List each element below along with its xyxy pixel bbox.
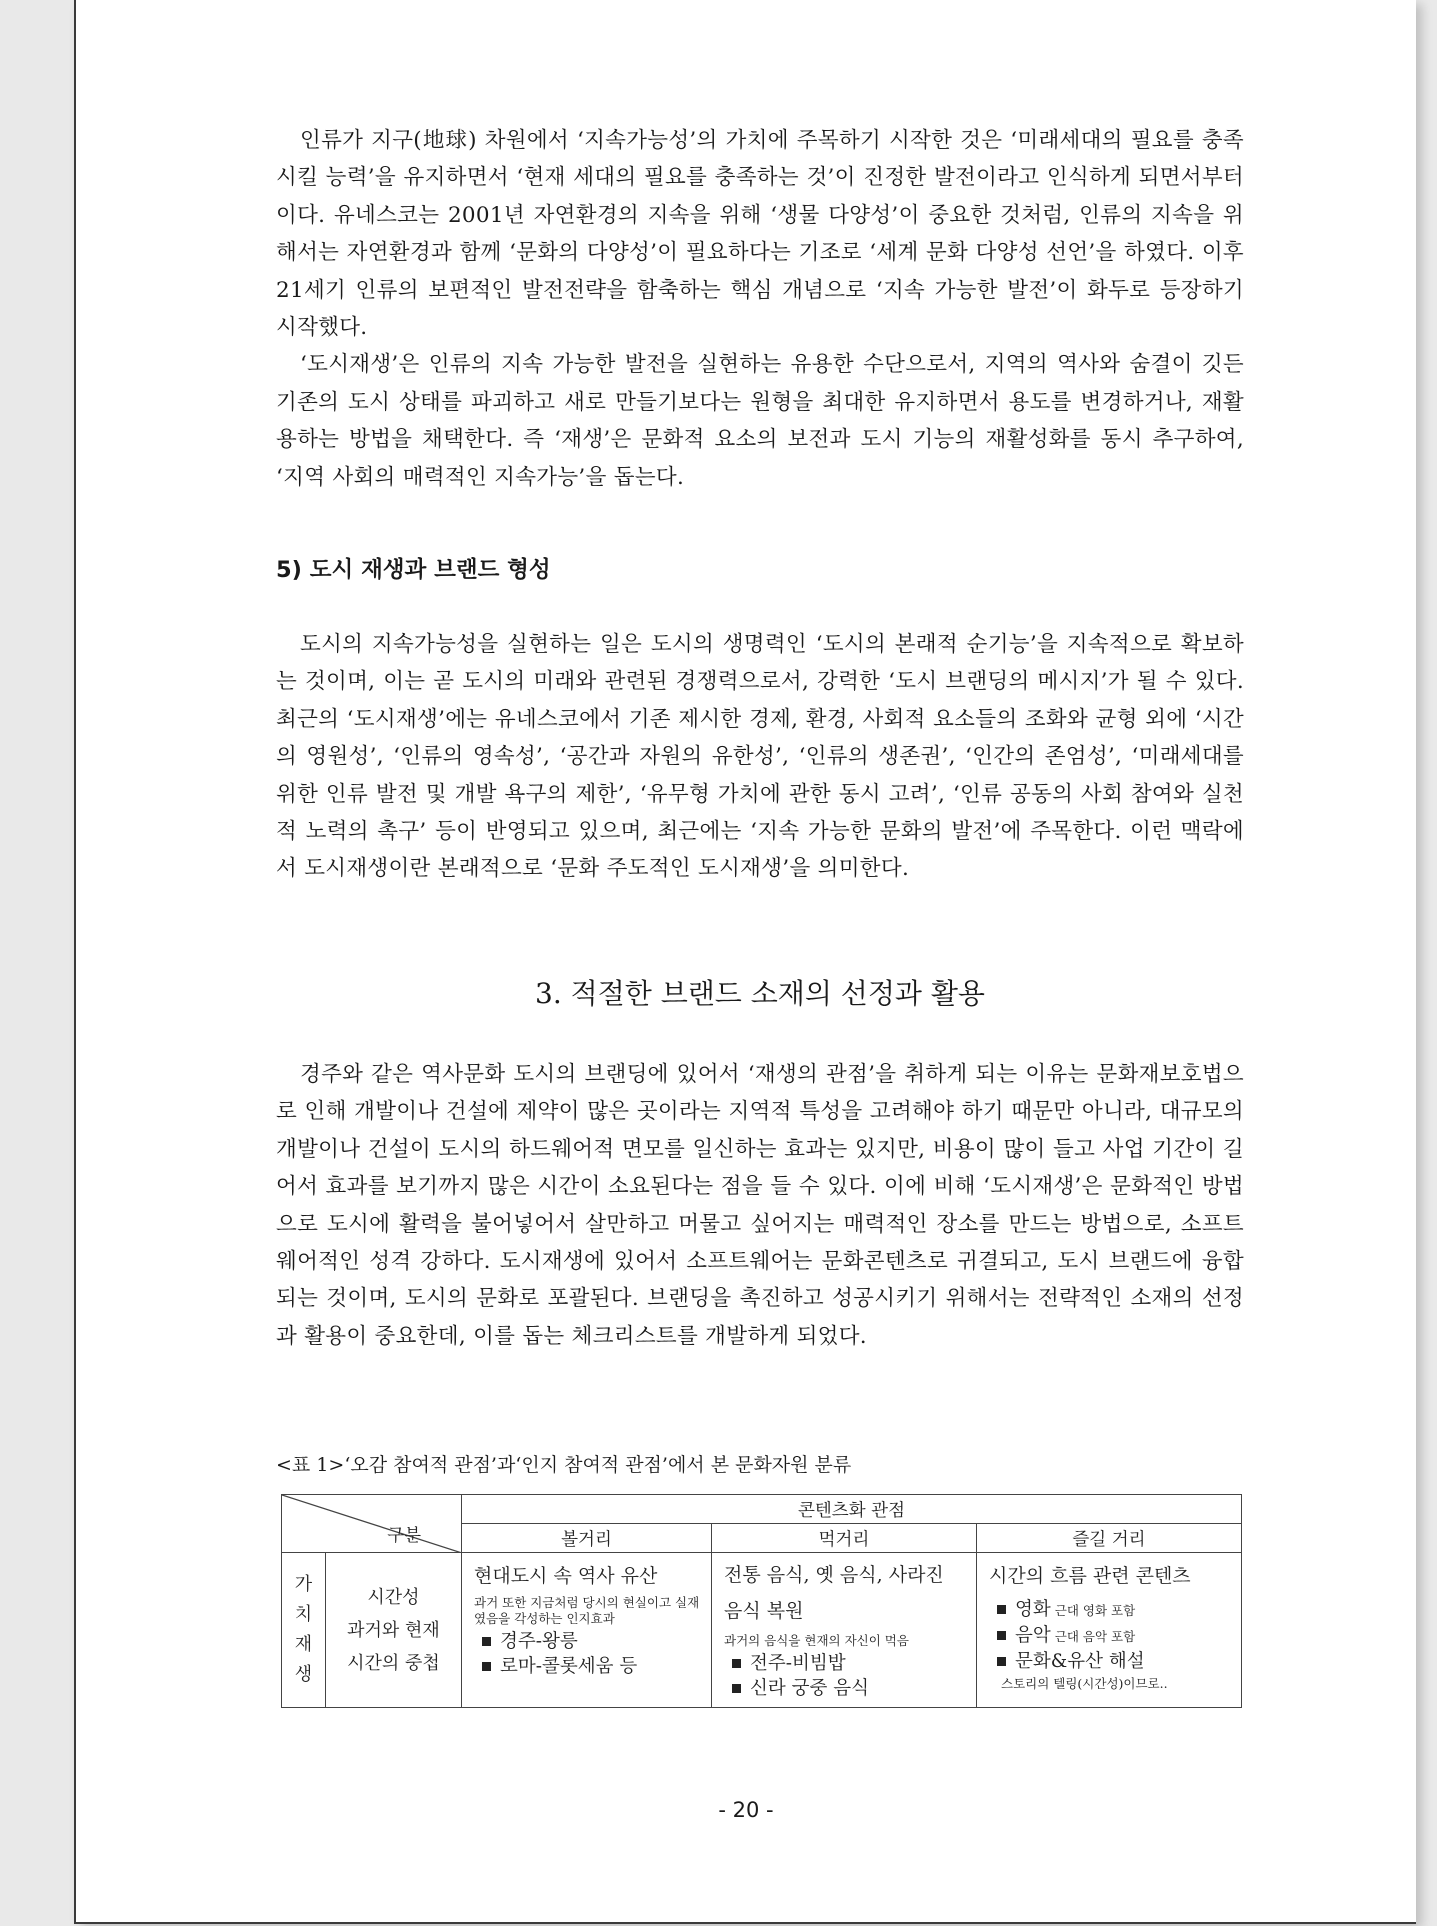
- column-header: 먹거리: [712, 1524, 977, 1553]
- category-line: 과거와 현재: [347, 1619, 440, 1641]
- diagonal-line: [282, 1495, 462, 1553]
- paragraph-sustainability: 인류가 지구(地球) 차원에서 ‘지속가능성’의 가치에 주목하기 시작한 것은 ‘미래세대의 필요를 충족시킬 능력’을 유지하면서 ‘현재 세대의 필요를 충족하는 것’이 진정한 발전이라고 인식하게 되면서부터이다. 유네스코는 2001년 자연환경의 지속을 위해 ‘생물 다양성’이 중요한 것처럼, 인류의 지속을 위해서는 자연환경과 함께 ‘문화의 다양성’이 필요하다는 기조로 ‘세계 문화 다양성 선언’을 하였다. 이후 21세기 인류의 보편적인 발전전략을 함축하는 핵심 개념으로 ‘지속 가능한 발전’이 화두로 등장하기 시작했다.: [276, 128, 1244, 341]
- cell-title: 현대도시 속 역사 유산: [474, 1565, 658, 1587]
- resource-table: [281, 1494, 1242, 1708]
- cell-title: 시간의 흐름 관련 콘텐츠: [989, 1565, 1191, 1587]
- cell-title: 전통 음식, 옛 음식, 사라진 음식 복원: [724, 1564, 944, 1622]
- category-line: 시간의 중첩: [347, 1652, 440, 1674]
- list-item: 문화&유산 해설: [989, 1649, 1231, 1674]
- paragraph-brand: 도시의 지속가능성을 실현하는 일은 도시의 생명력인 ‘도시의 본래적 순기능’을 지속적으로 확보하는 것이며, 이는 곧 도시의 미래와 관련된 경쟁력으로서, 강력한 ‘도시 브랜딩의 메시지’가 될 수 있다. 최근의 ‘도시재생’에는 유네스코에서 기존 제시한 경제, 환경, 사회적 요소들의 조화와 균형 외에 ‘시간의 영원성’, ‘인류의 영속성’, ‘공간과 자원의 유한성’, ‘인류의 생존권’, ‘인간의 존엄성’, ‘미래세대를 위한 인류 발전 및 개발 욕구의 제한’, ‘유무형 가치에 관한 동시 고려’, ‘인류 공동의 사회 참여와 실천적 노력의 촉구’ 등이 반영되고 있으며, 최근에는 ‘지속 가능한 문화의 발전’에 주목한다. 이런 맥락에서 도시재생이란 본래적으로 ‘문화 주도적인 도시재생’을 의미한다.: [276, 632, 1244, 882]
- column-header: 즐길 거리: [977, 1524, 1242, 1553]
- list-item: 신라 궁중 음식: [724, 1676, 966, 1701]
- document-page: [74, 0, 1416, 1924]
- list-item: 경주-왕릉: [474, 1629, 701, 1654]
- table-caption: <표 1>‘오감 참여적 관점’과‘인지 참여적 관점’에서 본 문화자원 분류: [276, 1454, 852, 1476]
- column-header: 볼거리: [462, 1524, 712, 1553]
- cell-foods: [712, 1553, 977, 1708]
- list-item: 영화 근대 영화 포함: [989, 1597, 1231, 1623]
- corner-label: 구분: [387, 1526, 421, 1546]
- table-corner-cell: [282, 1495, 462, 1553]
- brand-section: [276, 626, 1244, 888]
- category-line: 시간성: [367, 1586, 420, 1608]
- list-item: 음악 근대 음악 포함: [989, 1623, 1231, 1649]
- list-item: 로마-콜롯세움 등: [474, 1654, 701, 1679]
- subheading-brand-formation: 5) 도시 재생과 브랜드 형성: [276, 557, 551, 583]
- row-category: [326, 1553, 462, 1708]
- page-number: - 20 -: [718, 1798, 774, 1822]
- section-body: [276, 1056, 1244, 1355]
- cell-note: 과거의 음식을 현재의 자신이 먹음: [724, 1633, 909, 1648]
- intro-section: [276, 122, 1244, 496]
- cell-note: 과거 또한 지금처럼 당시의 현실이고 실재였음을 각성하는 인지효과: [474, 1595, 700, 1626]
- section-heading: 3. 적절한 브랜드 소재의 선정과 활용: [535, 977, 985, 1010]
- cell-note: 스토리의 텔링(시간성)이므로..: [1001, 1676, 1168, 1691]
- paragraph-section: 경주와 같은 역사문화 도시의 브랜딩에 있어서 ‘재생의 관점’을 취하게 되는 이유는 문화재보호법으로 인해 개발이나 건설에 제약이 많은 곳이라는 지역적 특성을 고려해야 하기 때문만 아니라, 대규모의 개발이나 건설이 도시의 하드웨어적 면모를 일신하는 효과는 있지만, 비용이 많이 들고 사업 기간이 길어서 효과를 보기까지 많은 시간이 소요된다는 점을 들 수 있다. 이에 비해 ‘도시재생’은 문화적인 방법으로 도시에 활력을 불어넣어서 살만하고 머물고 싶어지는 매력적인 장소를 만드는 방법으로, 소프트웨어적인 성격 강하다. 도시재생에 있어서 소프트웨어는 문화콘텐츠로 귀결되고, 도시 브랜드에 융합되는 것이며, 도시의 문화로 포괄된다. 브랜딩을 촉진하고 성공시키기 위해서는 전략적인 소재의 선정과 활용이 중요한데, 이를 돕는 체크리스트를 개발하게 되었다.: [276, 1062, 1244, 1349]
- group-header: 콘텐츠화 관점: [462, 1495, 1242, 1524]
- list-item: 전주-비빔밥: [724, 1651, 966, 1676]
- cell-sights: [462, 1553, 712, 1708]
- row-group-label: [282, 1553, 326, 1708]
- cell-entertainment: [977, 1553, 1242, 1708]
- paragraph-urban-regeneration: ‘도시재생’은 인류의 지속 가능한 발전을 실현하는 유용한 수단으로서, 지역의 역사와 숨결이 깃든 기존의 도시 상태를 파괴하고 새로 만들기보다는 원형을 최대한 유지하면서 용도를 변경하거나, 재활용하는 방법을 채택한다. 즉 ‘재생’은 문화적 요소의 보전과 도시 기능의 재활성화를 동시 추구하여, ‘지역 사회의 매력적인 지속가능’을 돕는다.: [276, 352, 1244, 490]
- row-group-text: 가치재생: [294, 1574, 313, 1685]
